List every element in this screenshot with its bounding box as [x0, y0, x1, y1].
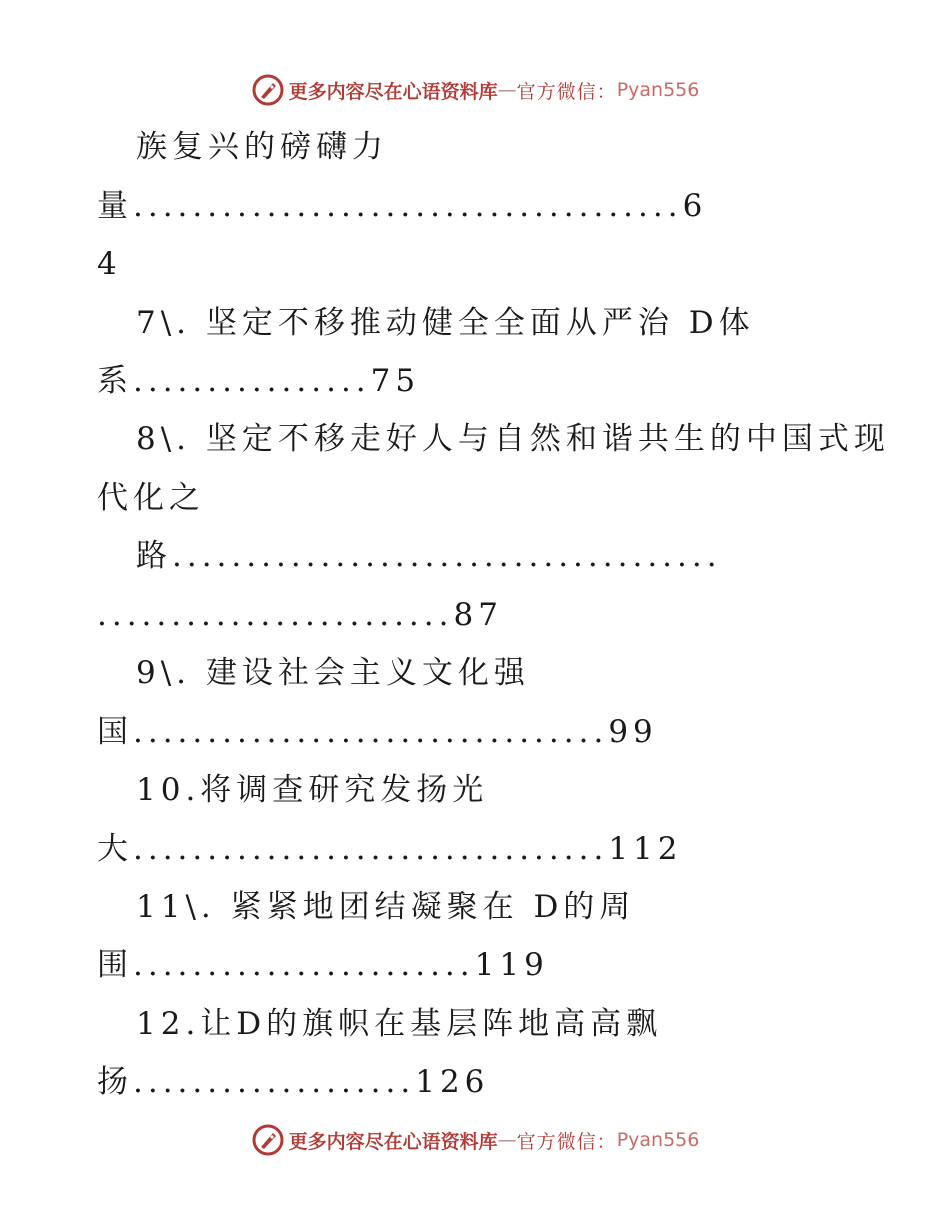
banner-slogan: 更多内容尽在心语资料库	[288, 1130, 498, 1153]
toc-entry-title[interactable]: 11\. 紧紧地团结凝聚在 D的周	[136, 889, 636, 925]
banner-wechat-id: Pyan556	[616, 79, 700, 101]
toc-entry-title[interactable]: 10.将调查研究发扬光	[136, 772, 489, 808]
fountain-pen-logo-icon	[251, 1123, 285, 1157]
header-banner	[0, 70, 950, 110]
toc-entry-title[interactable]: 族复兴的磅礴力	[136, 129, 388, 165]
toc-entry-leader[interactable]: 围.......................119	[97, 947, 549, 983]
toc-entry-title[interactable]: 7\. 坚定不移推动健全全面从严治 D体	[136, 305, 755, 341]
toc-entry-title[interactable]: 12.让D的旗帜在基层阵地高高飘	[136, 1006, 663, 1042]
toc-entry-leader[interactable]: 大................................112	[97, 831, 683, 867]
footer-banner	[0, 1120, 950, 1160]
toc-entry-leader[interactable]: 路.....................................	[136, 538, 722, 574]
fountain-pen-logo-icon	[251, 73, 285, 107]
toc-entry-title[interactable]: 代化之	[97, 480, 205, 516]
toc-entry-leader[interactable]: 量.....................................6	[97, 188, 708, 224]
banner-slogan: 更多内容尽在心语资料库	[288, 80, 498, 103]
banner-wechat-id: Pyan556	[616, 1129, 700, 1151]
toc-entry-leader[interactable]: 系................75	[97, 363, 421, 399]
toc-entry-leader[interactable]: 国................................99	[97, 714, 658, 750]
toc-entry-leader[interactable]: 4	[97, 246, 122, 282]
toc-entry-title[interactable]: 8\. 坚定不移走好人与自然和谐共生的中国式现	[136, 421, 890, 457]
toc-entry-leader[interactable]: 扬...................126	[97, 1064, 490, 1100]
toc-entry-title[interactable]: 9\. 建设社会主义文化强	[136, 655, 530, 691]
banner-wechat-label: 官方微信：	[516, 80, 617, 103]
toc-entry-leader[interactable]: ........................87	[97, 597, 503, 633]
banner-separator: —	[497, 79, 517, 101]
banner-separator: —	[497, 1129, 517, 1151]
banner-wechat-label: 官方微信：	[516, 1130, 617, 1153]
